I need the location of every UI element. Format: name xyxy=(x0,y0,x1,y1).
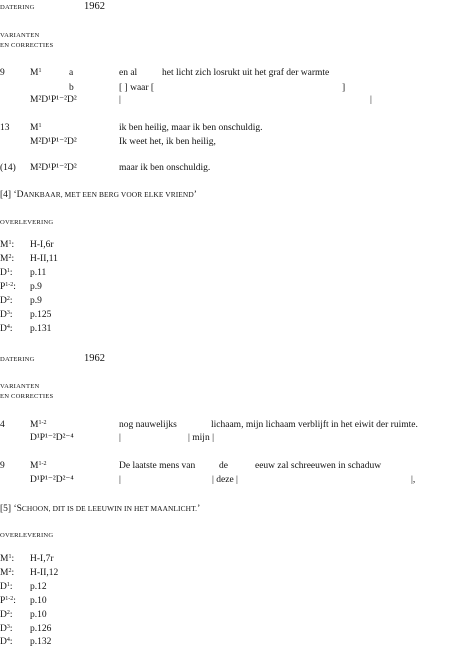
source-location: p.125 xyxy=(30,310,52,320)
correcties-label: EN CORRECTIES xyxy=(0,393,54,400)
varianten-label: VARIANTEN xyxy=(0,32,40,39)
source-location: p.132 xyxy=(30,637,52,647)
variant-text: lichaam, mijn lichaam verblijft in het eiwit der ruimte. xyxy=(211,420,418,430)
source-siglum: $D^1$: xyxy=(0,582,13,592)
source-location: H-II,11 xyxy=(30,254,58,264)
source-location: p.9 xyxy=(30,296,42,306)
variant-text: | deze | xyxy=(212,475,238,485)
source-location: p.9 xyxy=(30,282,42,292)
manuscript-siglum: D¹P¹⁻²D²⁻⁴ xyxy=(30,475,74,485)
variant-text: en al xyxy=(119,68,138,78)
source-location: p.10 xyxy=(30,596,47,606)
source-siglum: $M^2$: xyxy=(0,568,15,578)
variant-text: ] xyxy=(342,83,346,93)
manuscript-siglum: M²D¹P¹⁻²D² xyxy=(30,95,77,105)
source-siglum: $D^3$: xyxy=(0,310,13,320)
source-siglum: $M^2$: xyxy=(0,254,15,264)
variant-text: | mijn | xyxy=(188,433,214,443)
poem-heading: [5] ‘SCHOON, DIT IS DE LEEUWIN IN HET MAANLICHT.’ xyxy=(0,504,201,514)
variant-column: a xyxy=(69,68,74,78)
variant-text: Ik weet het, ik ben heilig, xyxy=(119,137,216,147)
source-location: p.11 xyxy=(30,268,47,278)
source-siglum: $P^{1-2}$: xyxy=(0,596,16,606)
source-siglum: $M^1$: xyxy=(0,240,15,250)
poem-heading: [4] ‘DANKBAAR, MET EEN BERG VOOR ELKE VRIEND’ xyxy=(0,190,197,200)
datering-year: 1962 xyxy=(84,1,105,12)
source-location: p.126 xyxy=(30,624,52,634)
manuscript-siglum: M²D¹P¹⁻²D² xyxy=(30,137,77,147)
source-location: p.10 xyxy=(30,610,47,620)
variant-text: De laatste mens van xyxy=(119,461,196,471)
variant-text: | xyxy=(119,95,121,105)
manuscript-siglum: $M^{1-2}$ xyxy=(30,420,47,430)
source-location: p.131 xyxy=(30,324,52,334)
variant-text: | xyxy=(370,95,372,105)
manuscript-siglum: D¹P¹⁻²D²⁻⁴ xyxy=(30,433,74,443)
variant-text: het licht zich losrukt uit het graf der warmte xyxy=(162,68,330,78)
source-siglum: $D^4$: xyxy=(0,324,13,334)
source-siglum: $P^{1-2}$: xyxy=(0,282,16,292)
overlevering-label: OVERLEVERING xyxy=(0,532,54,539)
variant-column: b xyxy=(69,83,74,93)
manuscript-siglum: $M^1$ xyxy=(30,123,42,133)
correcties-label: EN CORRECTIES xyxy=(0,42,54,49)
source-siglum: $D^4$: xyxy=(0,637,13,647)
source-siglum: $D^1$: xyxy=(0,268,13,278)
variant-text: [ ] waar [ xyxy=(119,83,155,93)
variant-text: de xyxy=(219,461,228,471)
manuscript-siglum: $M^{1-2}$ xyxy=(30,461,47,471)
datering-label: DATERING xyxy=(0,356,35,363)
line-number: 13 xyxy=(0,123,10,133)
datering-year: 1962 xyxy=(84,353,105,364)
source-location: p.12 xyxy=(30,582,47,592)
source-siglum: $D^2$: xyxy=(0,296,13,306)
line-number: 4 xyxy=(0,420,5,430)
source-siglum: $D^3$: xyxy=(0,624,13,634)
manuscript-siglum: M²D¹P¹⁻²D² xyxy=(30,163,77,173)
overlevering-label: OVERLEVERING xyxy=(0,219,54,226)
varianten-label: VARIANTEN xyxy=(0,383,40,390)
source-location: H-II,12 xyxy=(30,568,59,578)
source-siglum: $D^2$: xyxy=(0,610,13,620)
line-number: (14) xyxy=(0,163,16,173)
variant-text: | xyxy=(119,433,121,443)
source-siglum: $M^1$: xyxy=(0,554,15,564)
source-location: H-I,7r xyxy=(30,554,54,564)
line-number: 9 xyxy=(0,68,5,78)
variant-text: ik ben heilig, maar ik ben onschuldig. xyxy=(119,123,263,133)
variant-text: nog nauwelijks xyxy=(119,420,177,430)
variant-text: | xyxy=(119,475,121,485)
manuscript-siglum: $M^1$ xyxy=(30,68,42,78)
source-location: H-I,6r xyxy=(30,240,54,250)
datering-label: DATERING xyxy=(0,4,35,11)
variant-text: eeuw zal schreeuwen in schaduw xyxy=(255,461,382,471)
variant-text: maar ik ben onschuldig. xyxy=(119,163,211,173)
variant-text: |, xyxy=(411,475,416,485)
line-number: 9 xyxy=(0,461,5,471)
